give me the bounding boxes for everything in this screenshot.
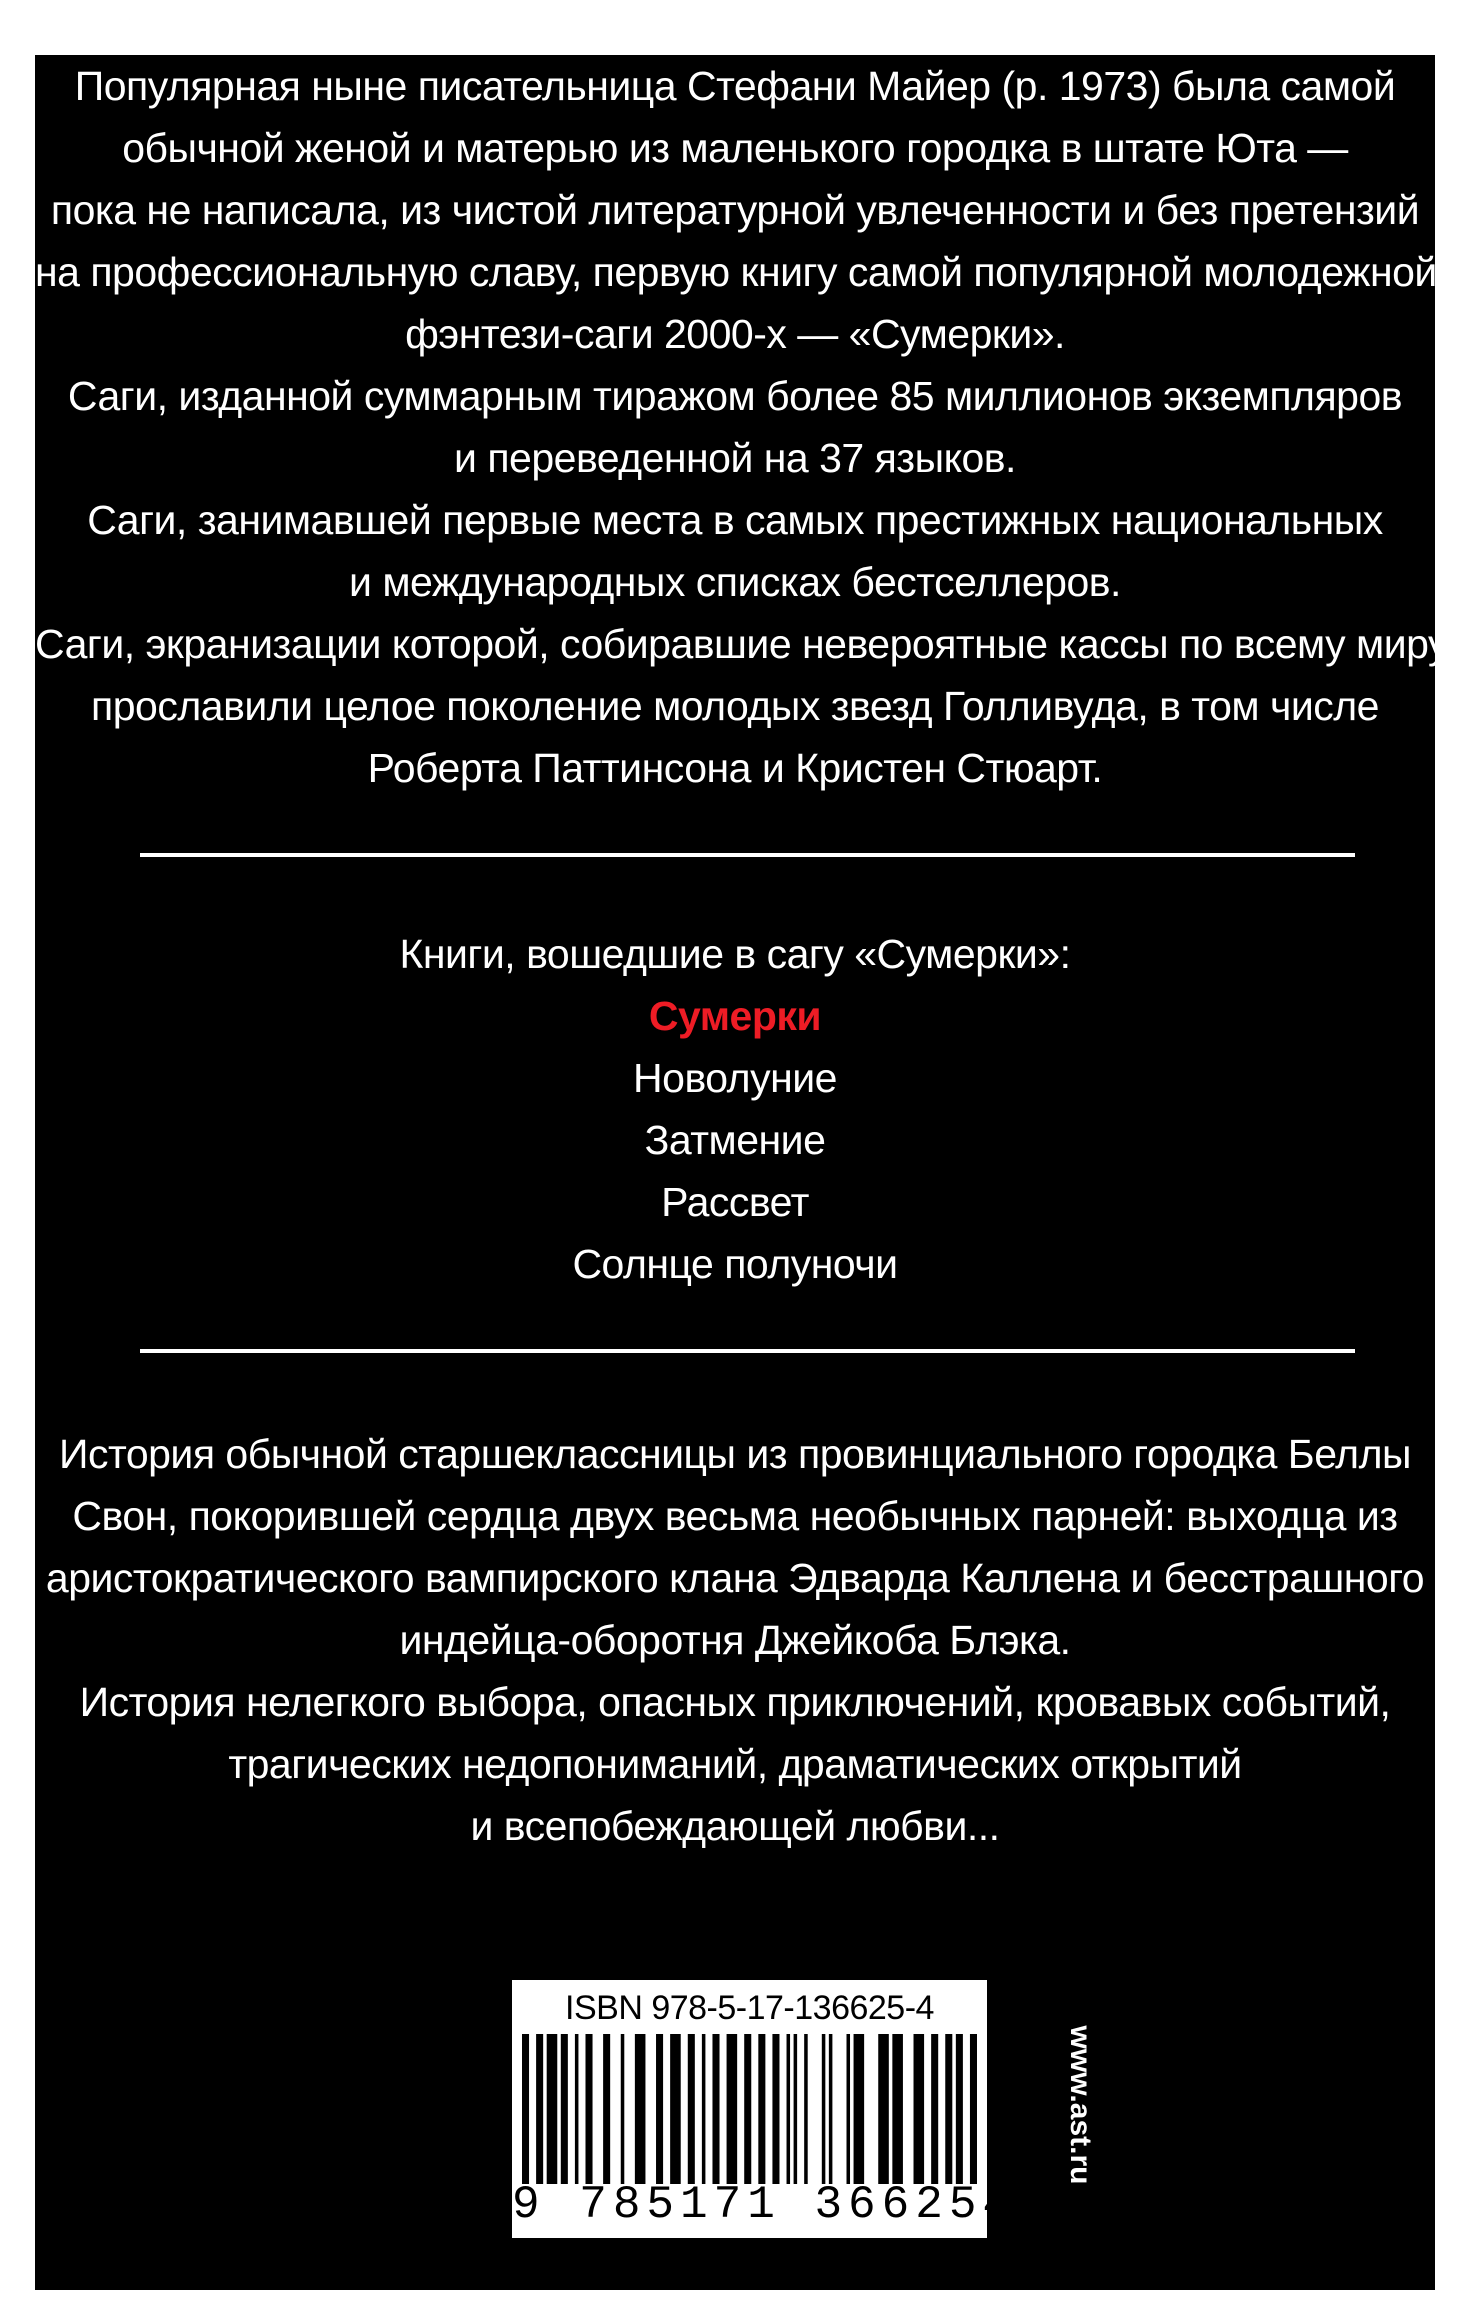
website-text: www.ast.ru bbox=[1064, 2025, 1097, 2185]
book-title: Солнце полуночи bbox=[572, 1241, 898, 1287]
story-line: Свон, покорившей сердца двух весьма необычных парней: выходца из bbox=[72, 1493, 1398, 1539]
intro-line: и переведенной на 37 языков. bbox=[454, 435, 1016, 481]
story-line: индейца-оборотня Джейкоба Блэка. bbox=[399, 1617, 1071, 1663]
intro-line: на профессиональную славу, первую книгу самой популярной молодежной bbox=[35, 249, 1437, 295]
intro-line: Саги, занимавшей первые места в самых престижных национальных bbox=[87, 497, 1383, 543]
intro-line: Саги, экранизации которой, собиравшие невероятные кассы по всему миру, bbox=[35, 621, 1455, 667]
book-title: Рассвет bbox=[661, 1179, 809, 1225]
intro-line: фэнтези-саги 2000-х — «Сумерки». bbox=[405, 311, 1065, 357]
isbn-number: ISBN 978-5-17-136625-4 bbox=[565, 1989, 934, 2027]
book-list-heading: Книги, вошедшие в сагу «Сумерки»: bbox=[399, 931, 1071, 977]
story-line: История обычной старшеклассницы из провинциального городка Беллы bbox=[59, 1431, 1411, 1477]
intro-line: обычной женой и матерью из маленького городка в штате Юта — bbox=[122, 125, 1348, 171]
intro-line: пока не написала, из чистой литературной увлеченности и без претензий bbox=[50, 187, 1420, 233]
barcode-icon bbox=[522, 2034, 977, 2184]
back-cover bbox=[35, 55, 1455, 2290]
story-line: аристократического вампирского клана Эдварда Каллена и бесстрашного bbox=[45, 1555, 1425, 1601]
section-divider bbox=[140, 1349, 1355, 1353]
story-line: История нелегкого выбора, опасных приключений, кровавых событий, bbox=[79, 1679, 1391, 1725]
book-title: Новолуние bbox=[633, 1055, 837, 1101]
ean-digits: 9 785171 366254 bbox=[512, 2179, 1017, 2231]
intro-line: прославили целое поколение молодых звезд Голливуда, в том числе bbox=[91, 683, 1379, 729]
barcode-label bbox=[512, 1980, 1017, 2238]
intro-line: и международных списках бестселлеров. bbox=[349, 559, 1121, 605]
intro-line: Саги, изданной суммарным тиражом более 85 миллионов экземпляров bbox=[67, 373, 1403, 419]
intro-line: Популярная ныне писательница Стефани Майер (р. 1973) была самой bbox=[74, 63, 1396, 109]
story-line: и всепобеждающей любви... bbox=[470, 1803, 1000, 1849]
book-title: Затмение bbox=[644, 1117, 826, 1163]
section-divider bbox=[140, 853, 1355, 857]
story-line: трагических недопониманий, драматических открытий bbox=[228, 1741, 1242, 1787]
intro-line: Роберта Паттинсона и Кристен Стюарт. bbox=[367, 745, 1103, 791]
saga-book-list bbox=[35, 923, 1435, 1295]
book-title-current: Сумерки bbox=[648, 993, 822, 1039]
story-synopsis bbox=[35, 1423, 1435, 1857]
author-intro bbox=[35, 55, 1455, 799]
